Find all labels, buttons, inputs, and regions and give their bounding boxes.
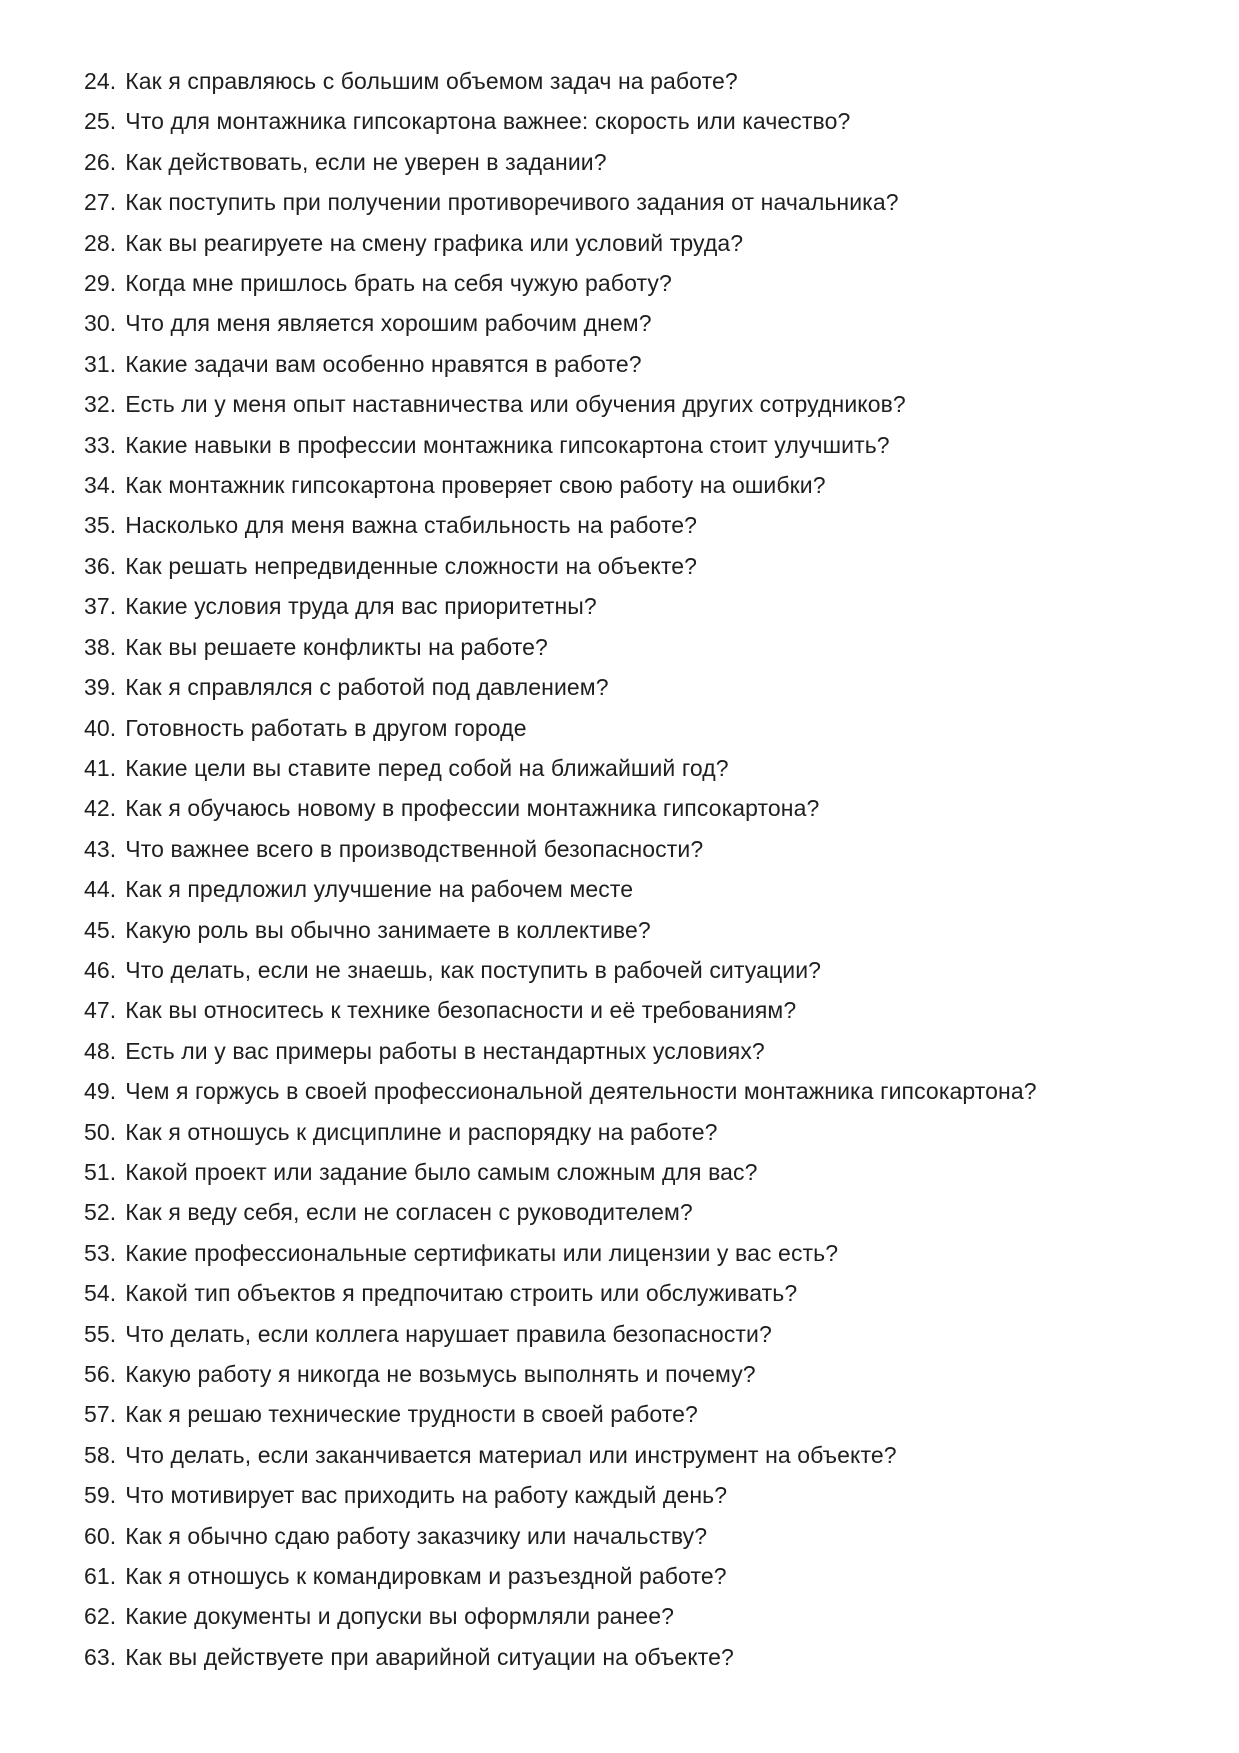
question-number: 50. xyxy=(84,1118,117,1145)
question-text: Как я отношусь к командировкам и разъездной работе? xyxy=(125,1563,727,1590)
question-text: Как я отношусь к дисциплине и распорядку на работе? xyxy=(125,1118,718,1145)
question-text: Что для монтажника гипсокартона важнее: скорость или качество? xyxy=(125,108,851,135)
question-number: 51. xyxy=(84,1158,117,1185)
question-number: 33. xyxy=(84,431,117,458)
question-item xyxy=(84,223,1199,263)
question-item xyxy=(84,1354,1199,1394)
question-item xyxy=(84,586,1199,626)
question-text: Как решать непредвиденные сложности на объекте? xyxy=(125,552,697,579)
question-number: 52. xyxy=(84,1199,117,1226)
question-text: Есть ли у вас примеры работы в нестандартных условиях? xyxy=(125,1037,765,1064)
question-text: Какие документы и допуски вы оформляли ранее? xyxy=(125,1603,674,1630)
question-number: 49. xyxy=(84,1078,117,1105)
question-item xyxy=(84,101,1199,141)
question-item xyxy=(84,344,1199,384)
question-text: Когда мне пришлось брать на себя чужую работу? xyxy=(125,270,672,297)
question-item xyxy=(84,1435,1199,1475)
question-item xyxy=(84,142,1199,182)
question-number: 63. xyxy=(84,1643,117,1670)
question-number: 40. xyxy=(84,714,117,741)
question-number: 32. xyxy=(84,391,117,418)
question-number: 56. xyxy=(84,1361,117,1387)
question-item xyxy=(84,1314,1199,1354)
question-number: 27. xyxy=(84,189,117,216)
question-number: 29. xyxy=(84,270,117,297)
question-number: 59. xyxy=(84,1482,117,1509)
question-item xyxy=(84,546,1199,586)
question-text: Что для меня является хорошим рабочим днем? xyxy=(125,310,652,337)
question-number: 47. xyxy=(84,997,117,1024)
question-number: 28. xyxy=(84,229,117,256)
question-item xyxy=(84,182,1199,222)
question-number: 55. xyxy=(84,1320,117,1347)
question-text: Как вы реагируете на смену графика или условий труда? xyxy=(125,229,744,256)
question-text: Как поступить при получении противоречивого задания от начальника? xyxy=(125,189,899,216)
question-text: Какую работу я никогда не возьмусь выполнять и почему? xyxy=(125,1361,756,1387)
question-number: 43. xyxy=(84,835,117,862)
question-text: Как я обучаюсь новому в профессии монтажника гипсокартона? xyxy=(125,795,820,822)
question-text: Как я веду себя, если не согласен с руководителем? xyxy=(125,1199,693,1226)
question-number: 57. xyxy=(84,1401,117,1428)
question-text: Какие профессиональные сертификаты или лицензии у вас есть? xyxy=(125,1239,839,1266)
question-item xyxy=(84,1031,1199,1071)
question-number: 45. xyxy=(84,916,117,943)
question-number: 42. xyxy=(84,795,117,822)
question-item xyxy=(84,505,1199,545)
question-number: 62. xyxy=(84,1603,117,1630)
question-item xyxy=(84,627,1199,667)
question-item xyxy=(84,748,1199,788)
question-text: Что делать, если заканчивается материал или инструмент на объекте? xyxy=(125,1441,897,1468)
question-text: Какие цели вы ставите перед собой на ближайший год? xyxy=(125,754,729,781)
question-text: Чем я горжусь в своей профессиональной деятельности монтажника гипсокартона? xyxy=(125,1078,1037,1105)
question-text: Есть ли у меня опыт наставничества или обучения других сотрудников? xyxy=(125,391,906,418)
question-text: Что делать, если не знаешь, как поступить в рабочей ситуации? xyxy=(125,956,822,983)
question-text: Какие задачи вам особенно нравятся в работе? xyxy=(125,350,642,377)
question-number: 53. xyxy=(84,1239,117,1266)
question-text: Как действовать, если не уверен в задании? xyxy=(125,148,607,175)
question-text: Какие условия труда для вас приоритетны? xyxy=(125,593,597,620)
question-text: Что важнее всего в производственной безопасности? xyxy=(125,835,704,862)
question-number: 46. xyxy=(84,956,117,983)
interview-question-list xyxy=(84,61,1199,1677)
question-item xyxy=(84,1475,1199,1515)
question-text: Насколько для меня важна стабильность на работе? xyxy=(125,512,698,539)
question-item xyxy=(84,1233,1199,1273)
question-text: Какие навыки в профессии монтажника гипсокартона стоит улучшить? xyxy=(125,431,890,458)
question-item xyxy=(84,910,1199,950)
question-item xyxy=(84,384,1199,424)
question-number: 44. xyxy=(84,876,117,903)
question-item xyxy=(84,1152,1199,1192)
question-number: 60. xyxy=(84,1522,117,1549)
question-text: Как вы действуете при аварийной ситуации на объекте? xyxy=(125,1643,734,1670)
question-item xyxy=(84,869,1199,909)
question-number: 41. xyxy=(84,754,117,781)
question-item xyxy=(84,990,1199,1030)
question-text: Что делать, если коллега нарушает правила безопасности? xyxy=(125,1320,772,1347)
question-text: Что мотивирует вас приходить на работу каждый день? xyxy=(125,1482,728,1509)
question-item xyxy=(84,829,1199,869)
question-item xyxy=(84,303,1199,343)
question-item xyxy=(84,1273,1199,1313)
question-number: 48. xyxy=(84,1037,117,1064)
question-number: 37. xyxy=(84,593,117,620)
question-number: 58. xyxy=(84,1441,117,1468)
question-item xyxy=(84,788,1199,828)
question-text: Какую роль вы обычно занимаете в коллективе? xyxy=(125,916,651,943)
question-item xyxy=(84,950,1199,990)
question-text: Как я справлялся с работой под давлением? xyxy=(125,674,609,701)
question-number: 54. xyxy=(84,1280,117,1307)
question-text: Как я обычно сдаю работу заказчику или начальству? xyxy=(125,1522,708,1549)
question-text: Как вы решаете конфликты на работе? xyxy=(125,633,548,660)
question-item xyxy=(84,1596,1199,1636)
question-text: Какой проект или задание было самым сложным для вас? xyxy=(125,1158,758,1185)
question-item xyxy=(84,1071,1199,1111)
question-text: Как монтажник гипсокартона проверяет свою работу на ошибки? xyxy=(125,472,826,499)
question-item xyxy=(84,1192,1199,1232)
question-text: Как вы относитесь к технике безопасности и её требованиям? xyxy=(125,997,797,1024)
question-item xyxy=(84,708,1199,748)
question-number: 30. xyxy=(84,310,117,337)
question-text: Готовность работать в другом городе xyxy=(125,714,527,741)
question-item xyxy=(84,1637,1199,1677)
question-item xyxy=(84,425,1199,465)
question-number: 26. xyxy=(84,148,117,175)
question-item xyxy=(84,1516,1199,1556)
question-text: Как я решаю технические трудности в своей работе? xyxy=(125,1401,698,1428)
question-number: 25. xyxy=(84,108,117,135)
question-item xyxy=(84,465,1199,505)
question-item xyxy=(84,667,1199,707)
question-number: 61. xyxy=(84,1563,117,1590)
question-item xyxy=(84,1112,1199,1152)
question-text: Какой тип объектов я предпочитаю строить или обслуживать? xyxy=(125,1280,798,1307)
question-item xyxy=(84,1394,1199,1434)
question-number: 31. xyxy=(84,350,117,377)
question-number: 39. xyxy=(84,674,117,701)
question-text: Как я справляюсь с большим объемом задач на работе? xyxy=(125,68,738,94)
question-number: 38. xyxy=(84,633,117,660)
question-item xyxy=(84,263,1199,303)
question-number: 24. xyxy=(84,68,117,94)
question-number: 34. xyxy=(84,472,117,499)
question-item xyxy=(84,1556,1199,1596)
question-number: 35. xyxy=(84,512,117,539)
question-number: 36. xyxy=(84,552,117,579)
question-text: Как я предложил улучшение на рабочем месте xyxy=(125,876,634,903)
question-item xyxy=(84,61,1199,101)
